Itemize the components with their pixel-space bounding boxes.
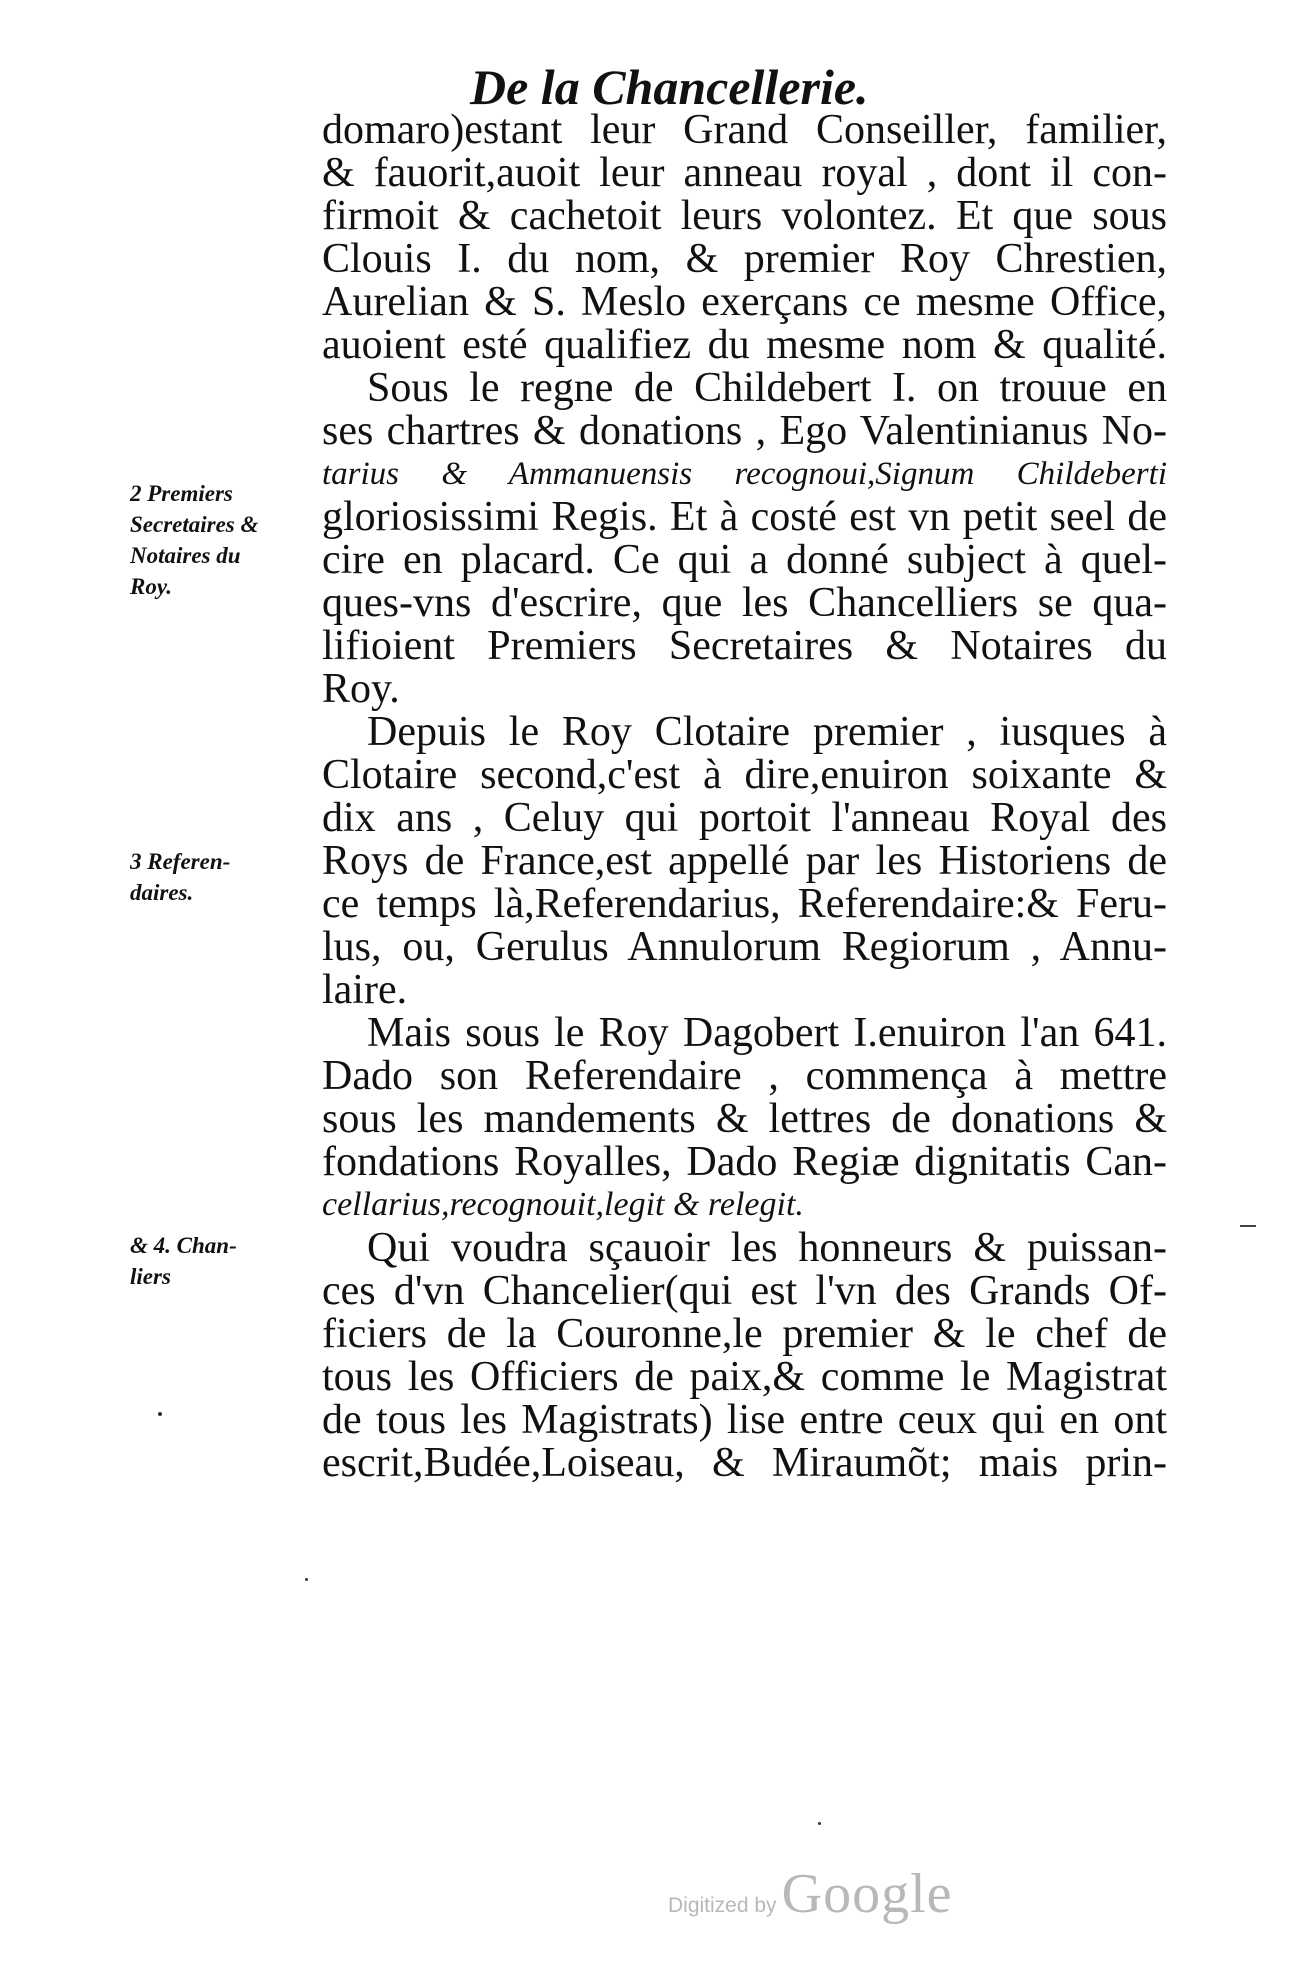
margin-note-line: & 4. Chan- — [130, 1233, 237, 1258]
text-line: Sous le regne de Childebert I. on trouue en — [367, 365, 1167, 411]
text-line: Aurelian & S. Meslo exerçans ce mesme Office, — [322, 279, 1167, 325]
text-line: tarius & Ammanuensis recognoui,Signum Childeberti — [322, 456, 1167, 492]
text-line: ses chartres & donations , Ego Valentinianus No- — [322, 408, 1167, 454]
digitized-by-google-watermark — [668, 1862, 1008, 1925]
text-line: escrit,Budée,Loiseau, & Miraumõt; mais prin- — [322, 1440, 1167, 1486]
text-line: & fauorit,auoit leur anneau royal , dont il con- — [322, 150, 1167, 196]
margin-note-line: Notaires du — [130, 543, 241, 568]
text-line: ce temps là,Referendarius, Referendaire:& Feru- — [322, 881, 1167, 927]
text-line: lus, ou, Gerulus Annulorum Regiorum , Annu- — [322, 924, 1167, 970]
text-line: Clouis I. du nom, & premier Roy Chrestien, — [322, 236, 1167, 282]
text-line: ques-vns d'escrire, que les Chancelliers se qua- — [322, 580, 1167, 626]
text-line: fondations Royalles, Dado Regiæ dignitatis Can- — [322, 1139, 1167, 1185]
margin-note-chanceliers — [130, 1230, 320, 1292]
google-logo: Google — [781, 1863, 953, 1925]
text-line: cellarius,recognouit,legit & relegit. — [322, 1186, 804, 1223]
margin-note-referendaires — [130, 846, 320, 908]
text-line: gloriosissimi Regis. Et à costé est vn petit seel de — [322, 494, 1167, 540]
text-line: Roy. — [322, 666, 400, 712]
watermark-prefix: Digitized by — [668, 1894, 777, 1917]
margin-note-line: Secretaires & — [130, 512, 259, 537]
text-line: ficiers de la Couronne,le premier & le chef de — [322, 1311, 1167, 1357]
text-line: Qui voudra sçauoir les honneurs & puissan- — [367, 1225, 1167, 1271]
text-line: Dado son Referendaire , commença à mettre — [322, 1053, 1167, 1099]
ink-speck — [158, 1412, 162, 1416]
margin-note-line: daires. — [130, 880, 194, 905]
margin-rule-mark — [1240, 1225, 1256, 1227]
running-title: De la Chancellerie. — [470, 59, 869, 115]
text-line: Depuis le Roy Clotaire premier , iusques à — [367, 709, 1167, 755]
text-line: dix ans , Celuy qui portoit l'anneau Royal des — [322, 795, 1167, 841]
margin-note-line: 2 Premiers — [130, 481, 233, 506]
text-line: domaro)estant leur Grand Conseiller, familier, — [322, 107, 1167, 153]
margin-note-premiers-secretaires — [130, 478, 320, 602]
text-line: Clotaire second,c'est à dire,enuiron soixante & — [322, 752, 1167, 798]
text-line: lifioient Premiers Secretaires & Notaires du — [322, 623, 1167, 669]
text-line: Roys de France,est appellé par les Historiens de — [322, 838, 1167, 884]
text-line: Mais sous le Roy Dagobert I.enuiron l'an 641. — [367, 1010, 1167, 1056]
text-line: sous les mandements & lettres de donations & — [322, 1096, 1167, 1142]
text-line: laire. — [322, 967, 408, 1013]
ink-speck — [305, 1578, 308, 1581]
text-line: auoient esté qualifiez du mesme nom & qualité. — [322, 322, 1167, 368]
text-line: cire en placard. Ce qui a donné subject à quel- — [322, 537, 1167, 583]
text-line: de tous les Magistrats) lise entre ceux qui en ont — [322, 1397, 1167, 1443]
margin-note-line: Roy. — [130, 574, 172, 599]
ink-speck — [818, 1822, 821, 1825]
margin-note-line: 3 Referen- — [130, 849, 231, 874]
margin-note-line: liers — [130, 1264, 171, 1289]
text-line: firmoit & cachetoit leurs volontez. Et que sous — [322, 193, 1167, 239]
text-line: tous les Officiers de paix,& comme le Magistrat — [322, 1354, 1167, 1400]
text-line: ces d'vn Chancelier(qui est l'vn des Grands Of- — [322, 1268, 1167, 1314]
